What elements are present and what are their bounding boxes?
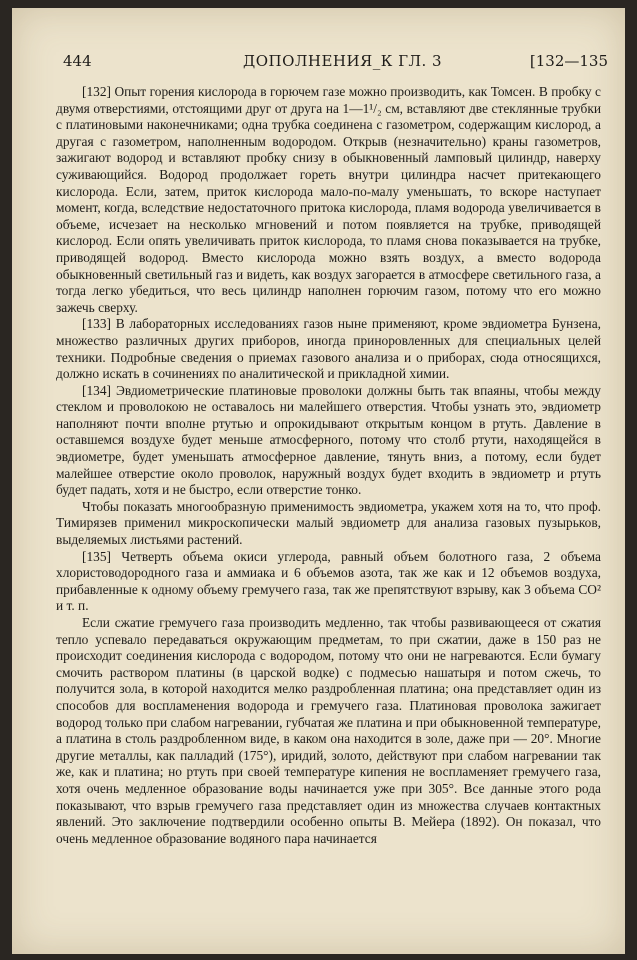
section-reference: [132—135 <box>529 52 608 70</box>
paragraph-132: [132] Опыт горения кислорода в горючем газе можно производить, как Томсен. В пробку с двумя отверстиями, отстоящими друг от друга на 1—1¹/₂ см, вставляют две стеклянные трубки с платиновыми наконечниками; одна трубка соединена с газометром, содержащим кислород, а другая с газометром, наполненным водородом. Открыв (незначительно) краны газометров, зажигают водород и вставляют пробку снизу в обыкновенный ламповый цилиндр, наверху суживающийся. Водород продолжает гореть внутри цилиндра насчет притекающего кислорода. Если, затем, приток кислорода мало-по-малу уменьшать, то вскоре наступает момент, когда, вследствие недостаточного притока кислорода, пламя водорода увеличивается в объеме, исчезает на несколько мгновений и потом появляется на трубке, приводящей кислород. Если опять увеличивать приток кислорода, то пламя снова показывается на трубке, приводящей водород. Вместо кислорода можно взять воздух, а вместо водорода обыкновенный светильный газ и видеть, как воздух загорается в атмосфере светильного газа, а тогда легко убедиться, что весь цилиндр наполнен горючим газом, потому что его можно зажечь сверху. <box>56 84 601 315</box>
running-title: ДОПОЛНЕНИЯ_К ГЛ. 3 <box>243 52 443 70</box>
paragraph-134: [134] Эвдиометрические платиновые проволоки должны быть так впаяны, чтобы между стеклом и проволокою не оставалось ни малейшего отверстия. Чтобы узнать это, эвдиометр наполняют почти вполне ртутью и опрокидывают открытым концом в ртуть. Давление в оставшемся воздухе будет меньше атмосферного, потому что столб ртути, находящейся в эвдиометре, будет уменьшать атмосферное давление, тянуть вниз, а потому, если будет малейшее отверстие около проволок, наружный воздух будет входить в эвдиометр и ртуть будет падать, хотя и не быстро, если отверстие тонко. <box>56 382 601 498</box>
body-text <box>56 84 601 847</box>
paragraph-133: [133] В лабораторных исследованиях газов ныне применяют, кроме эвдиометра Бунзена, множество различных других приборов, иногда приноровленных для специальных целей техники. Подробные сведения о приемах газового анализа и о приборах, сюда относящихся, должно искать в сочинениях по аналитической и прикладной химии. <box>56 316 601 382</box>
paragraph-135: [135] Четверть объема окиси углерода, равный объем болотного газа, 2 объема хлористоводородного газа и аммиака и 6 объемов азота, так же как и 12 объемов воздуха, прибавленные к одному объему гремучего газа, так же препятствуют взрыву, как 3 объема CO² и т. п. <box>56 548 601 614</box>
page-number: 444 <box>63 52 92 70</box>
running-header <box>63 52 608 74</box>
paragraph-135-continued: Если сжатие гремучего газа производить медленно, так чтобы развивающееся от сжатия тепло успевало передаваться окружающим предметам, то при сжатии, даже в 150 раз не происходит соединения кислорода с водородом, потому что они не нагреваются. Если бумагу смочить раствором платины (в царской водке) с подмесью нашатыря и потом сжечь, то получится зола, в которой находится мелко раздробленная платина; она представляет один из способов для воспламенения водорода и гремучего газа. Платиновая проволока зажигает водород только при слабом нагревании, губчатая же платина и при обыкновенной температуре, а платина в столь раздробленном виде, в каком она находится в золе, даже при — 20°. Многие другие металлы, как палладий (175°), иридий, золото, действуют при слабом нагревании так же, как и платина; но ртуть при своей температуре кипения не воспламеняет гремучего газа, хотя очень медленное образование воды начинается уже при 305°. Все данные этого рода показывают, что взрыв гремучего газа представляет один из множества случаев контактных явлений. Это заключение подтвердили особенно опыты В. Мейера (1892). Он показал, что очень медленное образование водяного пара начинается <box>56 615 601 846</box>
paragraph-134-continued: Чтобы показать многообразную применимость эвдиометра, укажем хотя на то, что проф. Тимирязев применил микроскопически малый эвдиометр для анализа газовых пузырьков, выделяемых листьями растений. <box>56 498 601 548</box>
